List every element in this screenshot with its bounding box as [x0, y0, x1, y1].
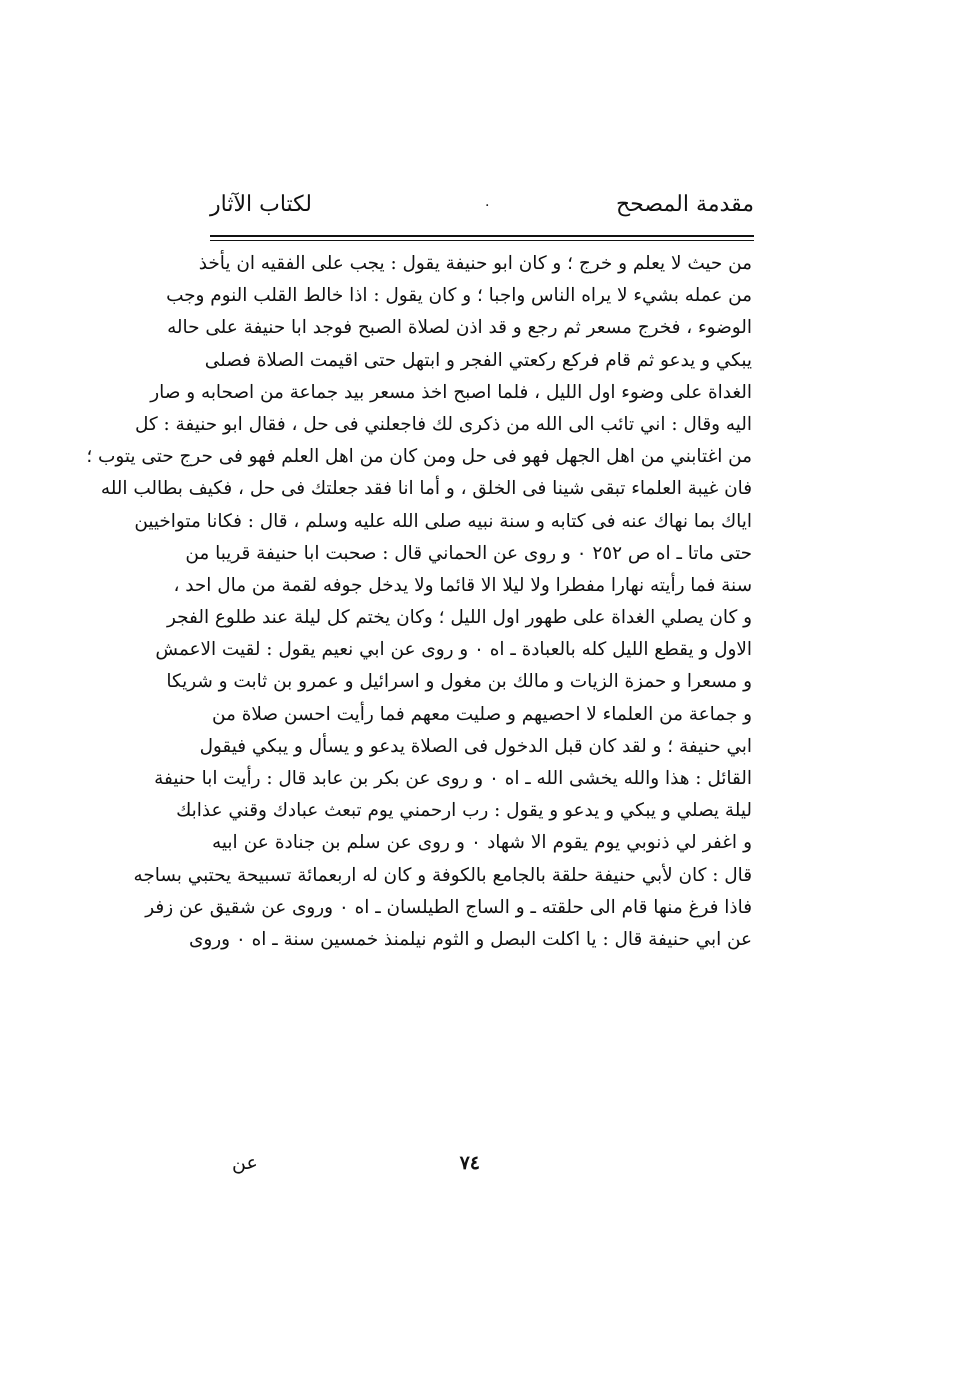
header-rule-thin — [210, 240, 754, 241]
text-line: و اغفر لي ذنوبي يوم يقوم الا شهاد ۰ و روى عن سلم بن جنادة عن ابيه — [212, 832, 752, 854]
text-line: الغداة على وضوء اول الليل ، فلما اصبح اخذ مسعر بيد جماعة من اصحابه و صار — [150, 381, 752, 403]
text-line: و جماعة من العلماء لا احصيهم و صليت معهم فما رأيت احسن صلاة من — [212, 703, 752, 725]
text-line: الاول و يقطع الليل كله بالعبادة ـ اه ۰ و روى عن ابي نعيم يقول : لقيت الاعمش — [155, 639, 752, 661]
text-line: يبكي و يدعو ثم قام فركع ركعتي الفجر و ابتهل حتى اقيمت الصلاة فصلى — [204, 349, 752, 371]
text-line: اليه وقال : اني تائب الى الله من ذكرى لك فاجعلني فى حل ، فقال ابو حنيفة : كل — [134, 413, 752, 435]
catchword: عن — [232, 1152, 258, 1174]
running-header — [210, 192, 754, 226]
text-line: و كان يصلي الغداة على طهور اول الليل ؛ وكان يختم كل ليلة عند طلوع الفجر — [167, 607, 752, 629]
text-line: فاذا فرغ منها قام الى حلقته ـ و الساج الطيلسان ـ اه ۰ وروى عن شقيق عن زفر — [145, 896, 752, 918]
text-line: القائل : هذا والله يخشى الله ـ اه ۰ و روى عن بكر بن عابد قال : رأيت ابا حنيفة — [154, 768, 752, 789]
text-line: من اغتابني من اهل الجهل فهو فى حل ومن كان من اهل العلم فهو فى حرج حتى يتوب ؛ — [86, 446, 752, 468]
text-line: ليلة يصلي و يبكي و يدعو و يقول : رب ارحمني يوم تبعث عبادك وقني عذابك — [176, 800, 752, 822]
header-rule-thick — [210, 235, 754, 237]
text-line: من عمله بشيء لا يراه الناس واجبا ؛ و كان يقول : اذا خالط القلب النوم وجب — [166, 285, 752, 307]
text-line: الوضوء ، فخرج مسعر ثم رجع و قد اذن لصلاة الصبح فوجد ابا حنيفة على حاله — [167, 317, 752, 339]
text-line: حتى ماتا ـ اه ص ٢٥٢ ۰ و روى عن الحماني قال : صحبت ابا حنيفة قريبا من — [185, 542, 752, 564]
text-line: سنة فما رأيته نهارا مفطرا ولا ليلا الا قائما ولا يدخل جوفه لقمة من مال احد ، — [173, 574, 752, 596]
text-line: قال : كان لأبي حنيفة حلقة بالجامع بالكوفة و كان له اربعمائة تسبيحة يحتبي بساجه — [133, 864, 752, 886]
header-dot: · — [485, 198, 490, 214]
page-number: ٧٤ — [459, 1152, 480, 1174]
text-line: و مسعرا و حمزة الزيات و مالك بن مغول و اسرائيل و عمرو بن ثابت و شريكا — [166, 671, 752, 693]
body-text — [86, 248, 752, 956]
text-line: فان غيبة العلماء تبقى شينا فى الخلق ، و أما انا فقد جعلتك فى حل ، فكيف بطالب الله — [100, 478, 752, 500]
text-line: من حيث لا يعلم و خرج ؛ و كان ابو حنيفة يقول : يجب على الفقيه ان يأخذ — [198, 253, 752, 274]
page-footer — [210, 1152, 754, 1182]
header-left-title: لكتاب الآثار — [210, 192, 313, 217]
text-line: اياك بما نهاك عنه فى كتابه و سنة نبيه صلى الله عليه وسلم ، قال : فكانا متواخيين — [134, 510, 752, 532]
text-line: عن ابي حنيفة قال : يا اكلت البصل و الثوم نيلمنذ خمسين سنة ـ اه ۰ وروى — [189, 928, 752, 950]
text-line: ابي حنيفة ؛ و لقد كان قبل الدخول فى الصلاة يدعو و يسأل و يبكي فيقول — [199, 735, 752, 757]
header-right-title: مقدمة المصحح — [615, 192, 754, 217]
